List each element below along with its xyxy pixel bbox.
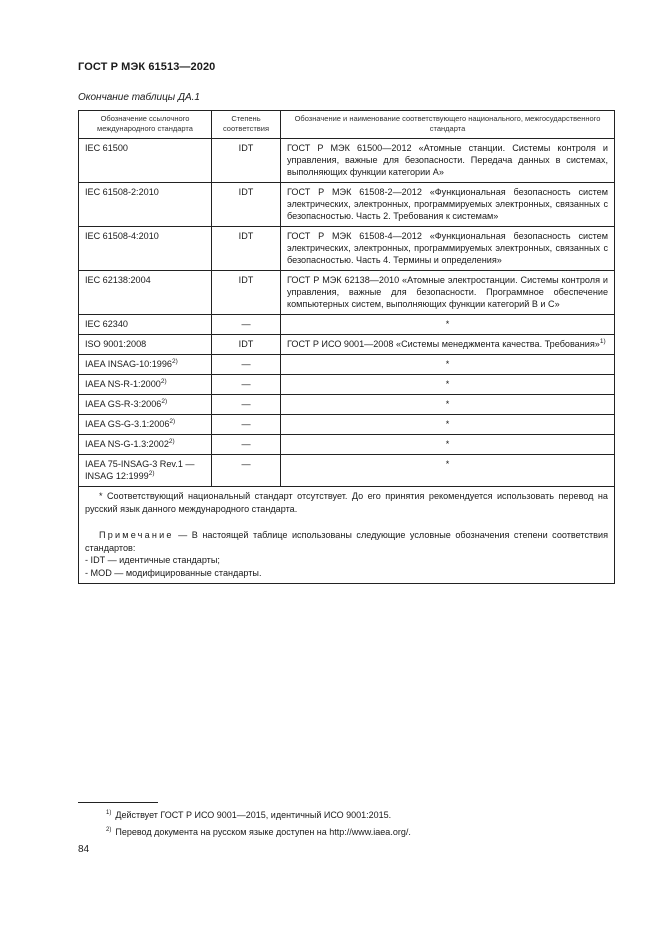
page-footnote-1 <box>106 809 606 822</box>
document-header: ГОСТ Р МЭК 61513—2020 <box>78 61 216 73</box>
footnote-text: Перевод документа на русском языке доступен на http://www.iaea.org/. <box>115 827 411 837</box>
intl-standard-code: IAEA GS-G-3.1:2006 <box>85 419 170 429</box>
cell-degree: — <box>212 435 281 455</box>
cell-national-standard <box>281 455 615 487</box>
intl-standard-code: ISO 9001:2008 <box>85 339 147 349</box>
national-standard-text: * <box>445 399 450 409</box>
intl-standard-code: IEC 61508-4:2010 <box>85 231 159 241</box>
table-row <box>79 183 615 227</box>
intl-standard-code: IAEA GS-R-3:2006 <box>85 399 162 409</box>
cell-national-standard <box>281 395 615 415</box>
intl-standard-code: IEC 61500 <box>85 143 128 153</box>
cell-intl-standard <box>79 271 212 315</box>
cell-intl-standard <box>79 355 212 375</box>
cell-degree: IDT <box>212 335 281 355</box>
cell-national-standard <box>281 139 615 183</box>
table-header-row <box>79 111 615 139</box>
table-row <box>79 271 615 315</box>
table-row <box>79 375 615 395</box>
table-body <box>79 139 615 487</box>
table-caption: Окончание таблицы ДА.1 <box>78 92 200 103</box>
note-label: Примечание <box>99 530 174 540</box>
cell-degree: — <box>212 315 281 335</box>
footnote-ref: 2) <box>168 437 175 445</box>
national-standard-text: * <box>445 379 450 389</box>
cell-intl-standard <box>79 335 212 355</box>
cell-degree: IDT <box>212 183 281 227</box>
cell-degree: — <box>212 455 281 487</box>
column-header-national: Обозначение и наименование соответствующего национального, межгосударственного стандарта <box>281 111 615 139</box>
cell-intl-standard <box>79 395 212 415</box>
footnote-ref: 2) <box>169 417 176 425</box>
page-number: 84 <box>78 844 90 855</box>
footnote-text: Действует ГОСТ Р ИСО 9001—2015, идентичный ИСО 9001:2015. <box>115 810 392 820</box>
cell-intl-standard <box>79 435 212 455</box>
footnote-row <box>79 487 615 584</box>
cell-degree: — <box>212 375 281 395</box>
national-standard-text: ГОСТ Р МЭК 61508-2—2012 «Функциональная безопасность систем электрических, электронных, программируемых электронных, связанных с безопасностью. Часть 2. Требования к системам» <box>287 187 608 221</box>
cell-national-standard <box>281 415 615 435</box>
cell-degree: IDT <box>212 139 281 183</box>
cell-national-standard <box>281 227 615 271</box>
cell-degree: IDT <box>212 227 281 271</box>
table-row <box>79 355 615 375</box>
intl-standard-code: IEC 62340 <box>85 319 128 329</box>
national-standard-text: * <box>445 459 450 469</box>
intl-standard-code: IAEA NS-R-1:2000 <box>85 379 161 389</box>
page-footnotes <box>106 809 606 843</box>
page-footnote-2 <box>106 826 606 839</box>
cell-degree: — <box>212 415 281 435</box>
national-standard-text: * <box>445 439 450 449</box>
cell-national-standard <box>281 335 615 355</box>
national-standard-text: ГОСТ Р МЭК 61500—2012 «Атомные станции. Системы контроля и управления, важные для безопасности. Передача данных в системах, выполняющих функции категории А» <box>287 143 608 177</box>
footnote-mark: 1) <box>106 810 112 816</box>
star-footnote: * Соответствующий национальный стандарт отсутствует. До его принятия рекомендуется использовать перевод на русский язык данного международного стандарта. <box>85 491 608 514</box>
table-row <box>79 455 615 487</box>
cell-intl-standard <box>79 455 212 487</box>
cell-intl-standard <box>79 415 212 435</box>
note-item-idt: - IDT — идентичные стандарты; <box>85 555 220 565</box>
table-row <box>79 435 615 455</box>
national-standard-text: ГОСТ Р МЭК 61508-4—2012 «Функциональная безопасность систем электрических, электронных, программируемых электронных, связанных с безопасностью. Часть 4. Термины и определения» <box>287 231 608 265</box>
footnote-ref: 1) <box>599 337 606 345</box>
cell-national-standard <box>281 183 615 227</box>
table-row <box>79 227 615 271</box>
intl-standard-code: IAEA 75-INSAG-3 Rev.1 — INSAG 12:1999 <box>85 459 195 481</box>
cell-national-standard <box>281 355 615 375</box>
cell-intl-standard <box>79 183 212 227</box>
footnote-ref: 2) <box>160 377 167 385</box>
cell-national-standard <box>281 375 615 395</box>
table-row <box>79 415 615 435</box>
column-header-intl: Обозначение ссылочного международного стандарта <box>79 111 212 139</box>
note-paragraph <box>85 529 608 554</box>
standards-table <box>78 110 615 584</box>
cell-degree: — <box>212 395 281 415</box>
intl-standard-code: IAEA INSAG-10:1996 <box>85 359 172 369</box>
footnote-separator <box>78 802 158 803</box>
intl-standard-code: IEC 61508-2:2010 <box>85 187 159 197</box>
note-list <box>85 554 608 579</box>
intl-standard-code: IEC 62138:2004 <box>85 275 151 285</box>
table-row <box>79 395 615 415</box>
national-standard-text: ГОСТ Р ИСО 9001—2008 «Системы менеджмента качества. Требования» <box>287 339 600 349</box>
footnote-ref: 2) <box>171 357 178 365</box>
note-item-mod: - MOD — модифицированные стандарты. <box>85 567 262 578</box>
table-row <box>79 139 615 183</box>
column-header-degree: Степень соответствия <box>212 111 281 139</box>
table-row <box>79 335 615 355</box>
cell-degree: IDT <box>212 271 281 315</box>
cell-national-standard <box>281 435 615 455</box>
cell-national-standard <box>281 315 615 335</box>
table-row <box>79 315 615 335</box>
national-standard-text: ГОСТ Р МЭК 62138—2010 «Атомные электростанции. Системы контроля и управления, важные для безопасности. Программное обеспечение компьютерных систем, выполняющих функции категорий В и С» <box>287 275 608 309</box>
cell-intl-standard <box>79 315 212 335</box>
intl-standard-code: IAEA NS-G-1.3:2002 <box>85 439 169 449</box>
footnote-ref: 2) <box>161 397 168 405</box>
cell-intl-standard <box>79 375 212 395</box>
cell-national-standard <box>281 271 615 315</box>
footnote-cell <box>79 487 615 584</box>
cell-intl-standard <box>79 139 212 183</box>
cell-intl-standard <box>79 227 212 271</box>
national-standard-text: * <box>445 419 450 429</box>
cell-degree: — <box>212 355 281 375</box>
national-standard-text: * <box>445 319 450 329</box>
footnote-ref: 2) <box>148 469 155 477</box>
footnote-mark: 2) <box>106 827 112 833</box>
note-text: — В настоящей таблице использованы следующие условные обозначения степени соответствия стандартов: <box>85 530 608 553</box>
national-standard-text: * <box>445 359 450 369</box>
